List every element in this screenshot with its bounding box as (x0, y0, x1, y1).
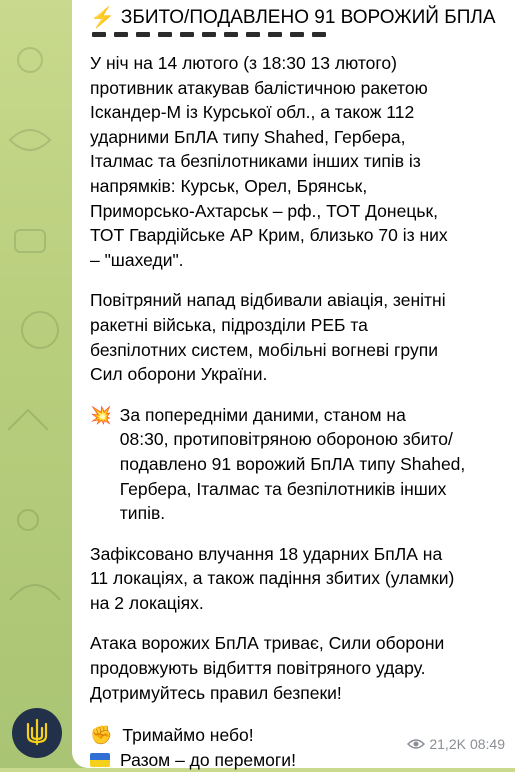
title-underline-dashes (92, 32, 505, 37)
paragraph-warning: Атака ворожих БпЛА триває, Сили оборони продовжують відбиття повітряного удару. Дотримуйтесь правил безпеки! (90, 633, 445, 703)
shootdown-text: За попередніми даними, станом на 08:30, протиповітряною обороною збито/ подавлено 91 ворожий БпЛА типу Shahed, Гербера, Італмас та безпілотників інших типів. (119, 404, 466, 524)
paragraph-defense: Повітряний напад відбивали авіація, зенітні ракетні війська, підрозділи РЕБ та безпілотних систем, мобільні вогневі групи Сил оборони України. (90, 290, 446, 385)
trident-icon (24, 718, 50, 748)
paragraph-attack: У ніч на 14 лютого (з 18:30 13 лютого) противник атакував балістичною ракетою Іскандер-М із Курської обл., а також 112 ударними БпЛА типу Shahed, Гербера, Італмас та безпілотниками інших типів із напрямків: Курськ, Орел, Брянськ, Приморсько-Ахтарськ – рф., ТОТ Донецьк, ТОТ Гвардійське АР Крим, близько 70 із них – "шахеди". (90, 53, 448, 270)
ukraine-flag-icon (90, 753, 110, 767)
eye-icon (407, 738, 425, 750)
channel-avatar[interactable] (12, 708, 62, 758)
post-title: ЗБИТО/ПОДАВЛЕНО 91 ВОРОЖИЙ БПЛА (120, 7, 496, 28)
message-time: 08:49 (469, 736, 505, 752)
view-count: 21,2K (429, 736, 466, 752)
message-meta (407, 736, 505, 752)
message-bubble (72, 0, 515, 768)
closing-line-1: Тримаймо небо! (122, 725, 254, 746)
post-title-row (90, 6, 505, 30)
paragraph-shootdown (90, 403, 505, 526)
lightning-bolt-icon: ⚡ (90, 7, 115, 29)
paragraph-hits: Зафіксовано влучання 18 ударних БпЛА на 11 локаціях, а також падіння збитих (уламки) на 2 локаціях. (90, 543, 455, 613)
collision-icon: 💥 (90, 404, 112, 425)
raised-fist-icon: ✊ (90, 725, 113, 746)
closing-line-2: Разом – до перемоги! (120, 749, 296, 770)
